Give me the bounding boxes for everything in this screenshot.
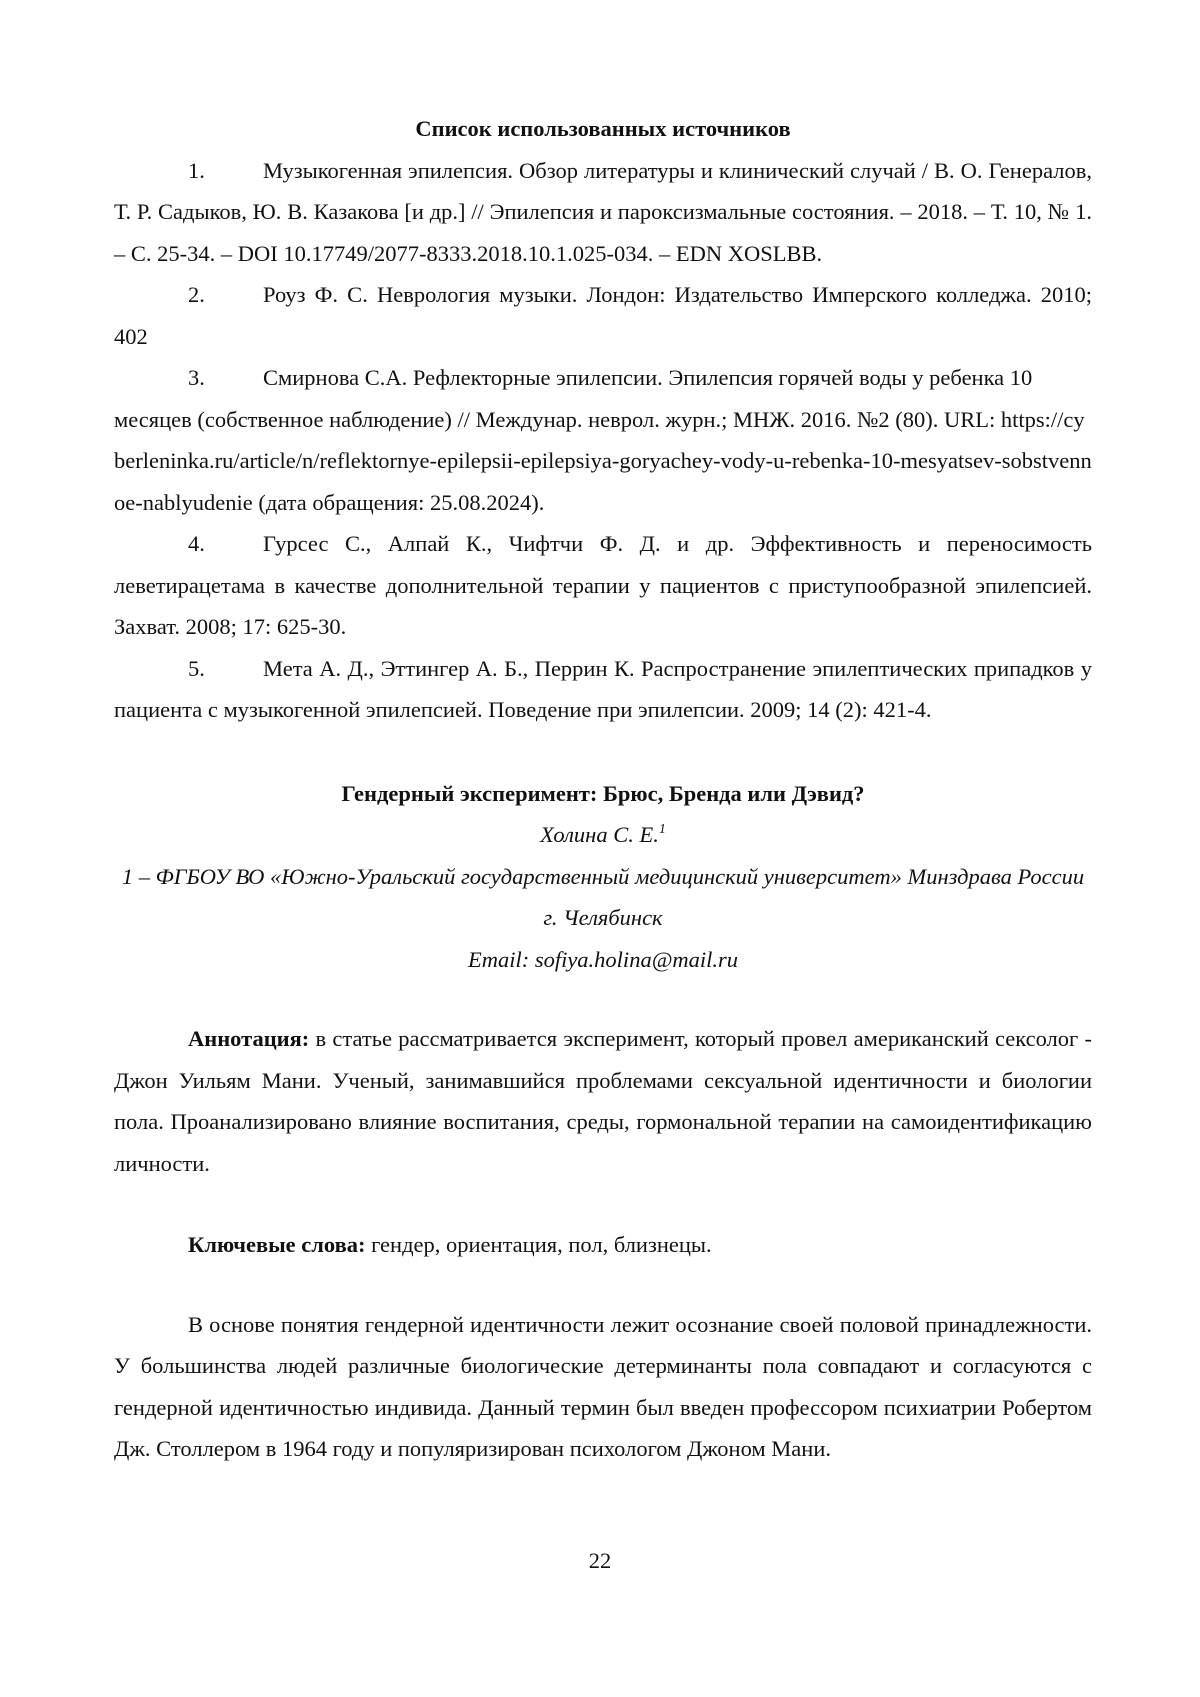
reference-item	[114, 357, 1092, 523]
reference-tail: (дата обращения: 25.08.2024).	[252, 489, 545, 515]
reference-text: Мета А. Д., Эттингер А. Б., Перрин К. Распространение эпилептических припадков у пациента с музыкогенной эпилепсией. Поведение при эпилепсии. 2009; 14 (2): 421-4.	[114, 655, 1092, 722]
reference-number: 2.	[188, 282, 205, 307]
author-affiliation-mark: 1	[658, 822, 666, 837]
references-section	[114, 108, 1092, 731]
keywords-text: гендер, ориентация, пол, близнецы.	[365, 1232, 712, 1257]
keywords-paragraph	[114, 1224, 1092, 1266]
reference-text: Смирнова С.А. Рефлекторные эпилепсии. Эпилепсия горячей воды у ребенка 10 месяцев (собственное наблюдение) // Междунар. неврол. журн.; МНЖ. 2016. №2 (80). URL:	[114, 365, 1033, 432]
references-heading: Список использованных источников	[415, 116, 791, 141]
abstract-label: Аннотация:	[188, 1026, 310, 1051]
reference-number: 5.	[188, 655, 205, 681]
article-affiliation: 1 – ФГБОУ ВО «Южно-Уральский государственный медицинский университет» Минздрава России г. Челябинск	[121, 863, 1085, 930]
reference-number: 4.	[188, 531, 205, 556]
reference-text: Музыкогенная эпилепсия. Обзор литературы и клинический случай / В. О. Генералов, Т. Р. Садыков, Ю. В. Казакова [и др.] // Эпилепсия и пароксизмальные состояния. – 2018. – Т. 10, № 1. – С. 25-34. – DOI 10.17749/2077-8333.2018.10.1.025-034. – EDN XOSLBB.	[114, 157, 1092, 266]
article-title: Гендерный эксперимент: Брюс, Бренда или Дэвид?	[341, 780, 865, 806]
reference-item	[114, 150, 1092, 275]
reference-item	[114, 523, 1092, 648]
page-number: 22	[588, 1548, 612, 1573]
page-content	[114, 108, 1092, 1470]
body-paragraph: В основе понятия гендерной идентичности лежит осознание своей половой принадлежности. У большинства людей различные биологические детерминанты пола совпадают и согласуются с гендерной идентичностью индивида. Данный термин был введен профессором психиатрии Робертом Дж. Столлером в 1964 году и популяризирован психологом Джоном Мани.	[114, 1311, 1092, 1461]
reference-text: Роуз Ф. С. Неврология музыки. Лондон: Издательство Имперского колледжа. 2010; 402	[114, 282, 1092, 349]
reference-number: 1.	[188, 157, 205, 183]
article-section	[114, 773, 1092, 1470]
reference-text: Гурсес С., Алпай К., Чифтчи Ф. Д. и др. Эффективность и переносимость леветирацетама в качестве дополнительной терапии у пациентов с приступообразной эпилепсией. Захват. 2008; 17: 625-30.	[114, 531, 1092, 639]
keywords-label: Ключевые слова:	[188, 1232, 366, 1257]
article-email: Email: sofiya.holina@mail.ru	[467, 946, 739, 972]
reference-url[interactable]: https://cyberleninka.ru/article/n/reflektornye-epilepsii-epilepsiya-goryachey-vody-u-rebenka-10-mesyatsev-sobstvennoe-nablyudenie	[114, 406, 1092, 515]
reference-number: 3.	[188, 365, 205, 390]
author-name: Холина С. Е.	[540, 822, 659, 847]
abstract-text: в статье рассматривается эксперимент, который провел американский сексолог - Джон Уильям Мани. Ученый, занимавшийся проблемами сексуальной идентичности и биологии пола. Проанализировано влияние воспитания, среды, гормональной терапии на самоидентификацию личности.	[114, 1026, 1092, 1176]
article-author	[114, 814, 1092, 856]
reference-item	[114, 274, 1092, 357]
abstract-paragraph	[114, 1018, 1092, 1184]
reference-item	[114, 648, 1092, 731]
